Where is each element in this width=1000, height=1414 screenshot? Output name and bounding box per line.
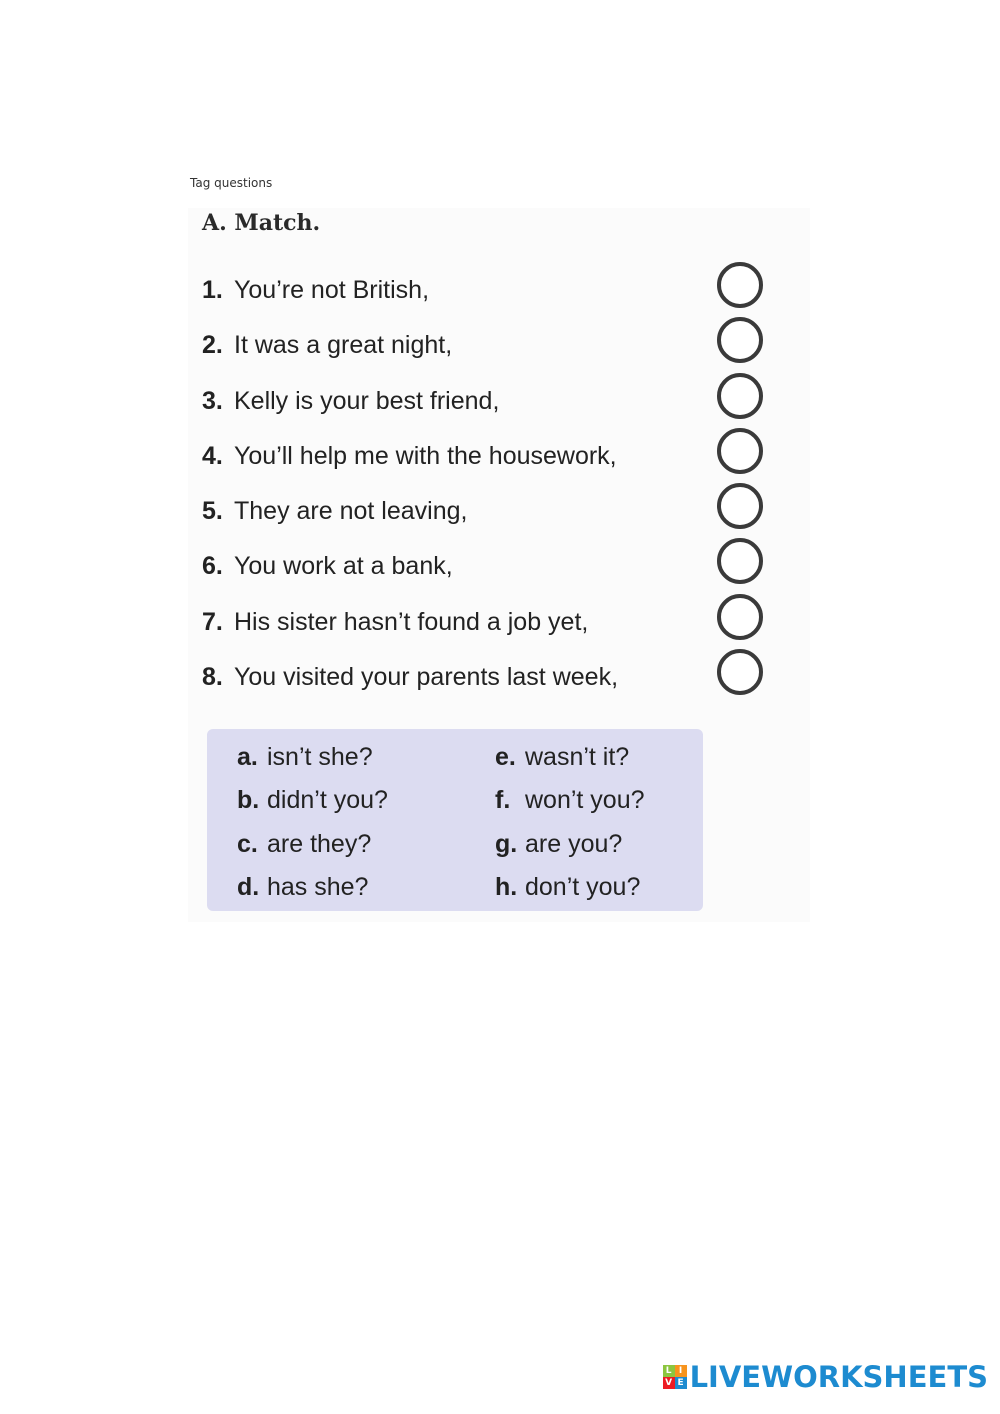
sentence-text: Kelly is your best friend, — [234, 386, 500, 415]
option-text: are they? — [267, 829, 372, 858]
option-item — [495, 824, 645, 867]
sentence-number: 5. — [202, 497, 223, 526]
sentence-number: 8. — [202, 663, 223, 692]
answer-circles — [717, 262, 763, 704]
option-item — [237, 867, 388, 910]
answer-circle-4[interactable] — [717, 428, 763, 474]
option-letter: g. — [495, 829, 518, 858]
logo-letter: E — [675, 1377, 687, 1389]
answer-circle-2[interactable] — [717, 317, 763, 363]
sentence-number: 1. — [202, 276, 223, 304]
sentence-number: 7. — [202, 607, 223, 636]
option-letter: d. — [237, 872, 260, 901]
option-text: are you? — [525, 829, 623, 858]
sentence-number: 2. — [202, 331, 223, 360]
sentence-item — [202, 323, 618, 378]
sentence-number: 4. — [202, 441, 223, 470]
option-item — [237, 737, 388, 780]
option-text: has she? — [267, 872, 369, 901]
option-letter: f. — [495, 786, 511, 815]
option-letter: h. — [495, 872, 518, 901]
logo-letter: L — [663, 1365, 675, 1377]
page-heading: Tag questions — [190, 176, 273, 190]
sentence-list — [202, 268, 618, 710]
answer-circle-3[interactable] — [717, 373, 763, 419]
sentence-item — [202, 600, 618, 655]
option-text: don’t you? — [525, 872, 641, 901]
sentence-text: You work at a bank, — [234, 552, 453, 581]
option-text: didn’t you? — [267, 786, 388, 815]
answer-circle-8[interactable] — [717, 649, 763, 695]
option-letter: e. — [495, 743, 516, 771]
answer-circle-7[interactable] — [717, 594, 763, 640]
option-item — [495, 737, 645, 780]
option-text: isn’t she? — [267, 743, 373, 771]
sentence-item — [202, 268, 618, 323]
logo-letter: I — [675, 1365, 687, 1377]
option-letter: a. — [237, 743, 258, 771]
option-item — [237, 824, 388, 867]
sentence-text: You’ll help me with the housework, — [234, 441, 617, 470]
option-item — [237, 780, 388, 823]
liveworksheets-logo-icon — [663, 1365, 687, 1389]
option-item — [495, 780, 645, 823]
sentence-item — [202, 434, 618, 489]
sentence-number: 3. — [202, 386, 223, 415]
option-letter: c. — [237, 829, 258, 858]
sentence-item — [202, 489, 618, 544]
sentence-text: It was a great night, — [234, 331, 453, 360]
options-column-right — [495, 737, 645, 910]
sentence-item — [202, 655, 618, 710]
sentence-text: You’re not British, — [234, 276, 430, 304]
option-item — [495, 867, 645, 910]
option-letter: b. — [237, 786, 260, 815]
answer-circle-6[interactable] — [717, 538, 763, 584]
options-box — [207, 729, 703, 911]
sentence-item — [202, 379, 618, 434]
sentence-number: 6. — [202, 552, 223, 581]
option-text: wasn’t it? — [525, 743, 630, 771]
logo-letter: V — [663, 1377, 675, 1389]
answer-circle-5[interactable] — [717, 483, 763, 529]
brand-name: LIVEWORKSHEETS — [689, 1360, 988, 1394]
answer-circle-1[interactable] — [717, 262, 763, 308]
sentence-item — [202, 544, 618, 599]
options-column-left — [237, 737, 388, 910]
option-text: won’t you? — [525, 786, 645, 815]
liveworksheets-brand — [663, 1360, 988, 1394]
section-title: A. Match. — [202, 210, 321, 236]
sentence-text: His sister hasn’t found a job yet, — [234, 607, 589, 636]
sentence-text: They are not leaving, — [234, 497, 468, 526]
sentence-text: You visited your parents last week, — [234, 663, 619, 692]
